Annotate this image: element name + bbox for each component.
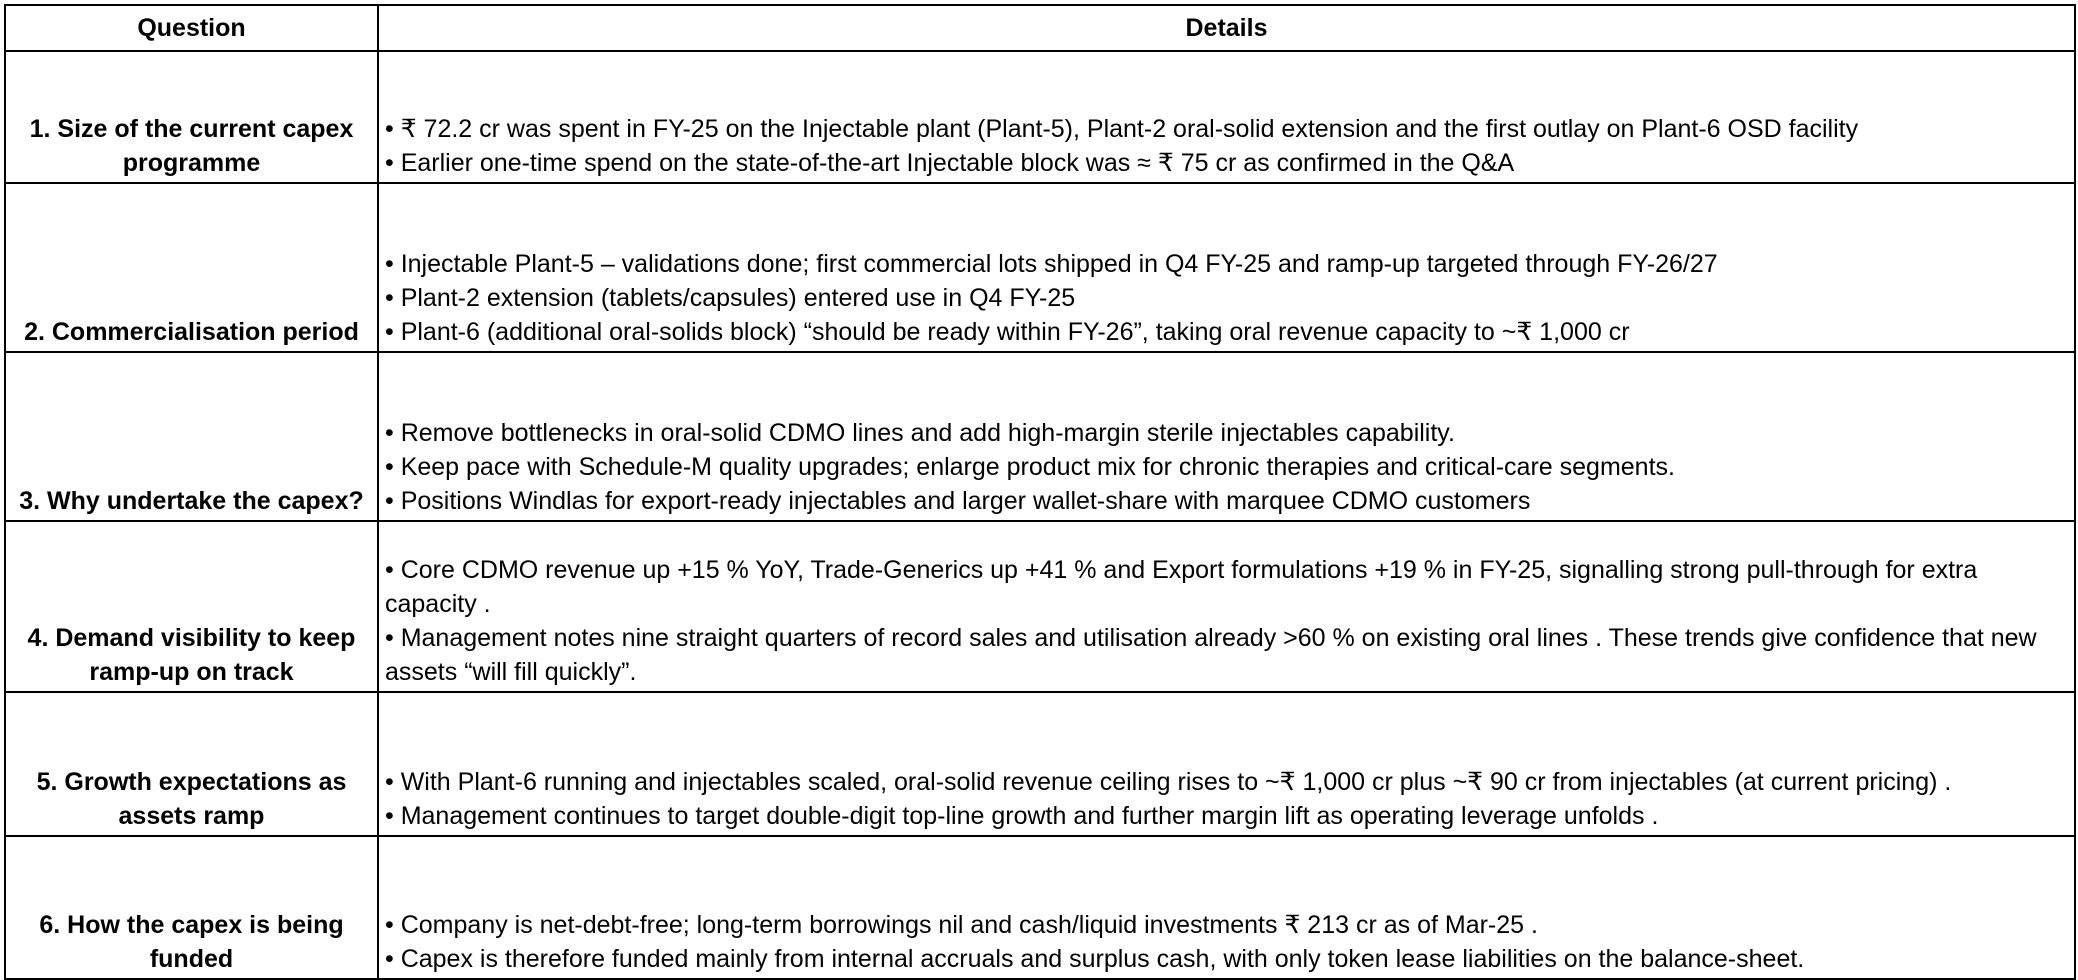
- table-row: [5, 183, 2075, 352]
- table-row: [5, 692, 2075, 836]
- question-cell: 6. How the capex is being funded: [5, 836, 378, 979]
- details-cell: [378, 521, 2075, 692]
- header-row: [5, 5, 2075, 51]
- details-cell: [378, 836, 2075, 979]
- detail-bullet: • Injectable Plant-5 – validations done; first commercial lots shipped in Q4 FY-25 and ramp-up targeted through FY-26/27: [385, 250, 1718, 278]
- capex-qa-table: [4, 4, 2076, 980]
- detail-bullet: • Remove bottlenecks in oral-solid CDMO lines and add high-margin sterile injectables capability.: [385, 419, 1455, 447]
- capex-qa-sheet: [4, 4, 2074, 980]
- detail-bullet: • Management continues to target double-digit top-line growth and further margin lift as operating leverage unfolds .: [385, 802, 1659, 830]
- column-header-details: Details: [378, 5, 2075, 51]
- detail-bullet: • Keep pace with Schedule-M quality upgrades; enlarge product mix for chronic therapies and critical-care segments.: [385, 453, 1675, 481]
- details-cell: [378, 183, 2075, 352]
- detail-bullet: • ₹ 72.2 cr was spent in FY-25 on the Injectable plant (Plant-5), Plant-2 oral-solid extension and the first outlay on Plant-6 OSD facility: [385, 115, 1859, 143]
- detail-bullet: • Capex is therefore funded mainly from internal accruals and surplus cash, with only token lease liabilities on the balance-sheet.: [385, 945, 1805, 973]
- details-cell: [378, 51, 2075, 183]
- detail-bullet: • Earlier one-time spend on the state-of-the-art Injectable block was ≈ ₹ 75 cr as confirmed in the Q&A: [385, 149, 1515, 177]
- detail-bullet: • Plant-2 extension (tablets/capsules) entered use in Q4 FY-25: [385, 284, 1076, 312]
- question-cell: 2. Commercialisation period: [5, 183, 378, 352]
- table-row: [5, 51, 2075, 183]
- details-cell: [378, 352, 2075, 521]
- detail-bullet: • With Plant-6 running and injectables scaled, oral-solid revenue ceiling rises to ~₹ 1,000 cr plus ~₹ 90 cr from injectables (at current pricing) .: [385, 768, 1952, 796]
- detail-bullet: • Plant-6 (additional oral-solids block) “should be ready within FY-26”, taking oral revenue capacity to ~₹ 1,000 cr: [385, 318, 1630, 346]
- table-row: [5, 836, 2075, 979]
- table-row: [5, 521, 2075, 692]
- detail-bullet: • Positions Windlas for export-ready injectables and larger wallet-share with marquee CDMO customers: [385, 487, 1531, 515]
- details-cell: [378, 692, 2075, 836]
- detail-bullet: • Core CDMO revenue up +15 % YoY, Trade-Generics up +41 % and Export formulations +19 % in FY-25, signalling strong pull-through for extra capacity .: [385, 556, 1978, 618]
- question-cell: 4. Demand visibility to keep ramp-up on track: [5, 521, 378, 692]
- table-row: [5, 352, 2075, 521]
- detail-bullet: • Management notes nine straight quarters of record sales and utilisation already >60 % on existing oral lines . These trends give confidence that new assets “will fill quickly”.: [385, 624, 2037, 686]
- question-cell: 1. Size of the current capex programme: [5, 51, 378, 183]
- question-cell: 5. Growth expectations as assets ramp: [5, 692, 378, 836]
- column-header-question: Question: [5, 5, 378, 51]
- detail-bullet: • Company is net-debt-free; long-term borrowings nil and cash/liquid investments ₹ 213 cr as of Mar-25 .: [385, 911, 1538, 939]
- question-cell: 3. Why undertake the capex?: [5, 352, 378, 521]
